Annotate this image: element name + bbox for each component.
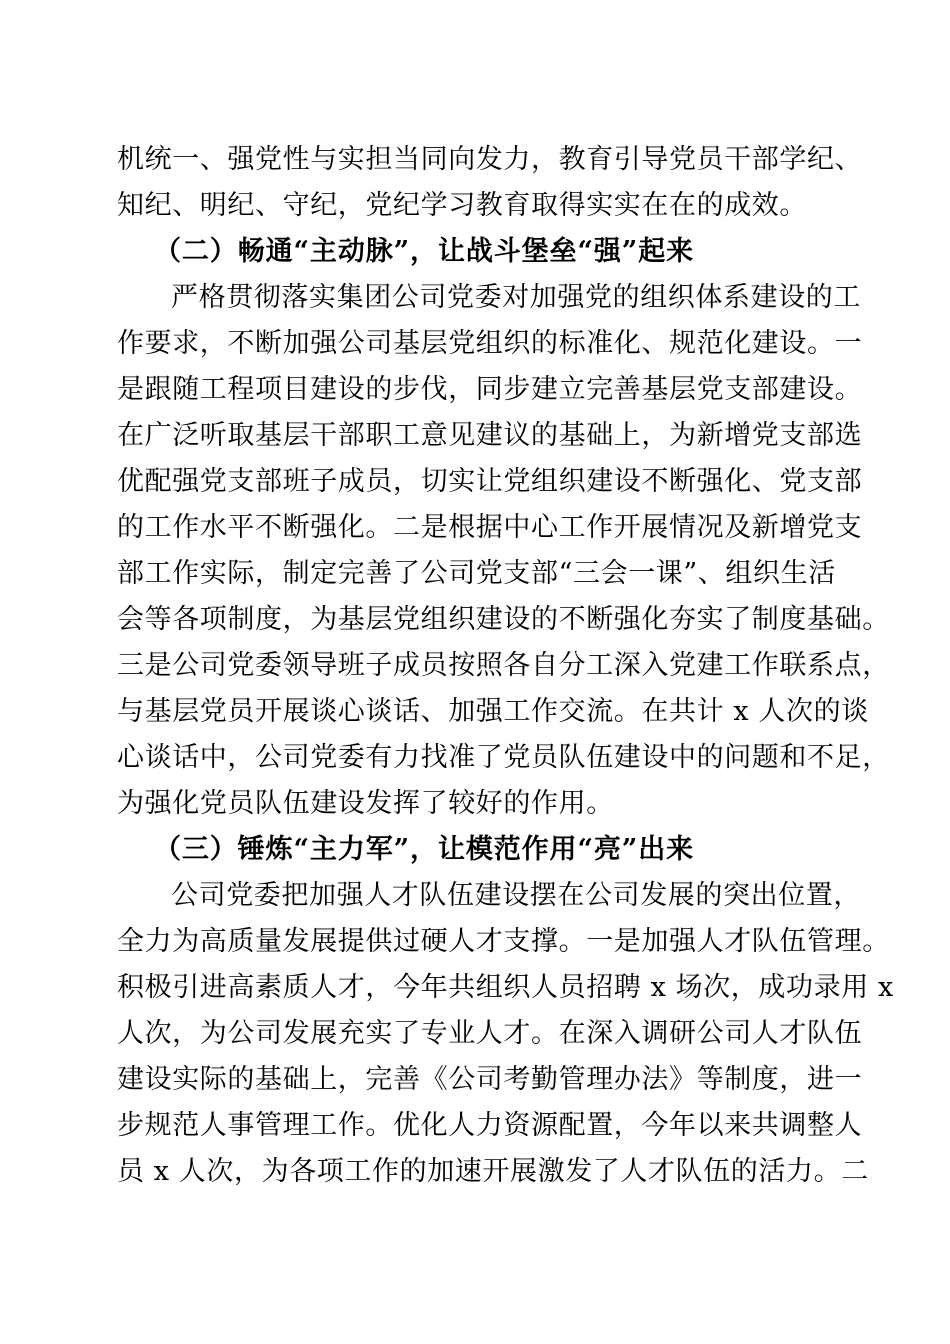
body-text-line: 的工作水平不断强化。二是根据中心工作开展情况及新增党支 xyxy=(117,512,863,543)
body-text-line: 机统一、强党性与实担当同向发力，教育引导党员干部学纪、 xyxy=(117,144,863,175)
body-text-line: 员 x 人次，为各项工作的加速开展激发了人才队伍的活力。二 xyxy=(117,1156,869,1187)
body-text-line: 建设实际的基础上，完善《公司考勤管理办法》等制度，进一 xyxy=(117,1064,863,1095)
body-text-line: 公司党委把加强人才队伍建设摆在公司发展的突出位置， xyxy=(171,880,861,911)
body-text-line: 积极引进高素质人才，今年共组织人员招聘 x 场次，成功录用 x xyxy=(117,972,894,1003)
body-text-line: 严格贯彻落实集团公司党委对加强党的组织体系建设的工 xyxy=(171,282,861,313)
body-text-line: 知纪、明纪、守纪，党纪学习教育取得实实在在的成效。 xyxy=(117,190,807,221)
body-text-line: 为强化党员队伍建设发挥了较好的作用。 xyxy=(117,788,614,819)
section-heading-3: （三）锤炼“主力军”，让模范作用“亮”出来 xyxy=(154,834,695,865)
body-text-line: 作要求，不断加强公司基层党组织的标准化、规范化建设。一 xyxy=(117,328,863,359)
body-text-line: 优配强党支部班子成员，切实让党组织建设不断强化、党支部 xyxy=(117,466,863,497)
body-text-line: 三是公司党委领导班子成员按照各自分工深入党建工作联系点， xyxy=(117,650,890,681)
body-text-line: 在广泛听取基层干部职工意见建议的基础上，为新增党支部选 xyxy=(117,420,863,451)
body-text-line: 部工作实际，制定完善了公司党支部“三会一课”、组织生活 xyxy=(117,558,836,589)
body-text-line: 是跟随工程项目建设的步伐，同步建立完善基层党支部建设。 xyxy=(117,374,863,405)
body-text-line: 人次，为公司发展充实了专业人才。在深入调研公司人才队伍 xyxy=(117,1018,863,1049)
body-text-line: 全力为高质量发展提供过硬人才支撑。一是加强人才队伍管理。 xyxy=(117,926,890,957)
body-text-line: 会等各项制度，为基层党组织建设的不断强化夯实了制度基础。 xyxy=(117,604,890,635)
body-text-line: 步规范人事管理工作。优化人力资源配置，今年以来共调整人 xyxy=(117,1110,863,1141)
section-heading-2: （二）畅通“主动脉”，让战斗堡垒“强”起来 xyxy=(154,236,695,267)
body-text-line: 心谈话中，公司党委有力找准了党员队伍建设中的问题和不足， xyxy=(117,742,890,773)
body-text-line: 与基层党员开展谈心谈话、加强工作交流。在共计 x 人次的谈 xyxy=(117,696,869,727)
